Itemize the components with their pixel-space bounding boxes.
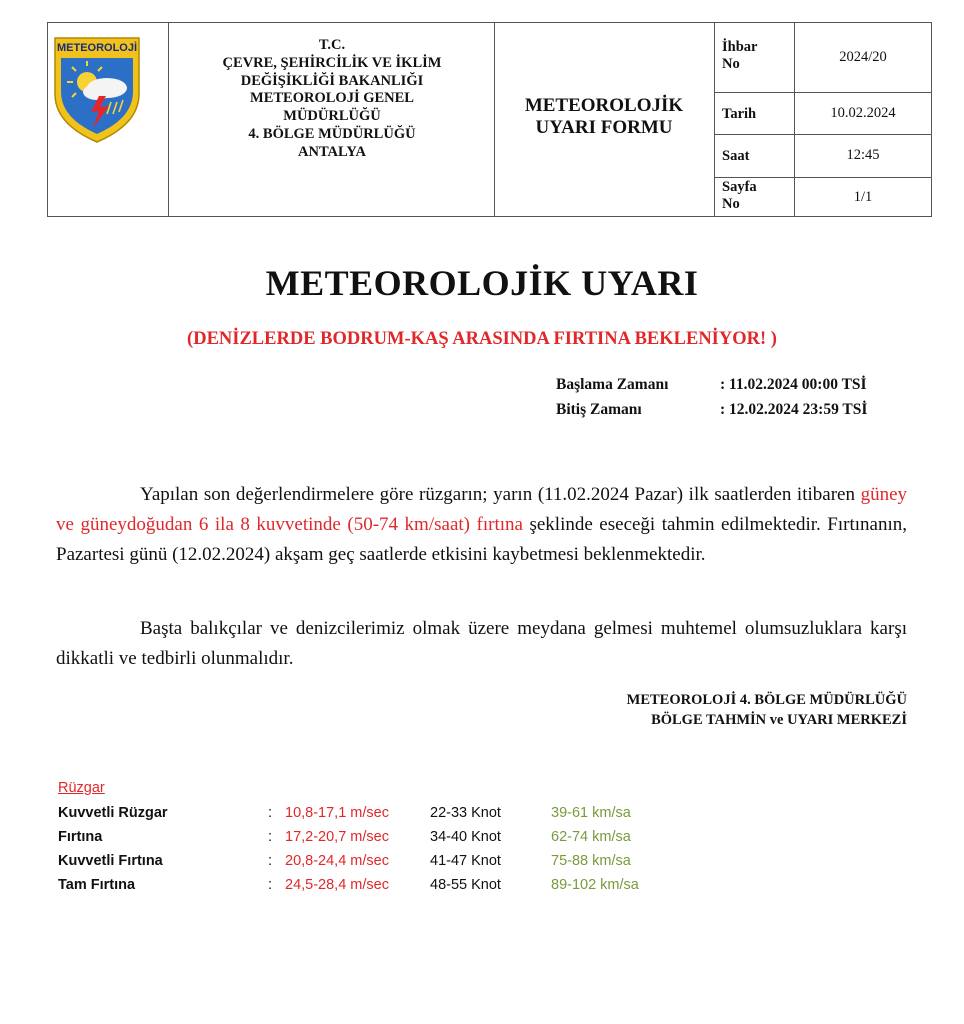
page-title: METEOROLOJİK UYARI: [265, 263, 699, 303]
header-table: [47, 22, 932, 217]
ministry-line: METEOROLOJİ GENEL: [250, 90, 414, 107]
signature-line-1: METEOROLOJİ 4. BÖLGE MÜDÜRLÜĞÜ: [626, 692, 907, 708]
wind-colon: :: [268, 829, 273, 845]
wind-category: Fırtına: [58, 829, 103, 845]
end-time-value: : 12.02.2024 23:59 TSİ: [720, 401, 868, 418]
date-label: Tarih: [722, 106, 757, 122]
wind-ms: 24,5-28,4 m/sec: [285, 877, 389, 893]
page-no-value: 1/1: [853, 189, 873, 205]
ministry-line: 4. BÖLGE MÜDÜRLÜĞÜ: [248, 125, 416, 142]
label-line: Sayfa: [722, 179, 757, 195]
ministry-line: DEĞİŞİKLİĞİ BAKANLIĞI: [240, 72, 424, 89]
ministry-line: T.C.: [318, 37, 346, 53]
wind-ms: 17,2-20,7 m/sec: [285, 829, 389, 845]
wind-heading: Rüzgar: [58, 780, 105, 796]
wind-kmh: 75-88 km/sa: [551, 853, 631, 869]
signature-line-2: BÖLGE TAHMİN ve UYARI MERKEZİ: [651, 712, 907, 728]
wind-kmh: 39-61 km/sa: [551, 805, 631, 821]
wind-category: Kuvvetli Fırtına: [58, 853, 163, 869]
label-line: No: [722, 56, 740, 72]
forecast-paragraph: [56, 480, 907, 570]
header-divider: [714, 134, 931, 135]
wind-knot: 48-55 Knot: [430, 877, 501, 893]
wind-colon: :: [268, 853, 273, 869]
ministry-line: ANTALYA: [298, 143, 366, 160]
wind-ms: 10,8-17,1 m/sec: [285, 805, 389, 821]
ministry-line: ÇEVRE, ŞEHİRCİLİK VE İKLİM: [222, 54, 442, 71]
wind-category: Kuvvetli Rüzgar: [58, 805, 168, 821]
notice-no-label: [722, 39, 757, 73]
wind-colon: :: [268, 805, 273, 821]
start-time-label: Başlama Zamanı: [556, 376, 669, 393]
alert-subtitle: (DENİZLERDE BODRUM-KAŞ ARASINDA FIRTINA BEKLENİYOR! ): [187, 329, 777, 349]
page-no-label: [722, 179, 757, 213]
paragraph-text: Yapılan son değerlendirmelere göre rüzgarın; yarın (11.02.2024 Pazar) ilk saatlerden itibaren: [140, 484, 861, 505]
wind-category: Tam Fırtına: [58, 877, 136, 893]
label-line: No: [722, 196, 740, 212]
time-value: 12:45: [846, 147, 880, 163]
wind-knot: 34-40 Knot: [430, 829, 501, 845]
advice-paragraph: Başta balıkçılar ve denizcilerimiz olmak üzere meydana gelmesi muhtemel olumsuzluklara karşı dikkatli ve tedbirli olunmalıdır.: [56, 618, 907, 669]
ministry-line: MÜDÜRLÜĞÜ: [283, 108, 381, 125]
end-time-label: Bitiş Zamanı: [556, 401, 642, 418]
form-title-line: UYARI FORMU: [535, 117, 673, 138]
ministry-block: [170, 37, 494, 162]
meteoroloji-logo: [53, 36, 141, 144]
wind-ms: 20,8-24,4 m/sec: [285, 853, 389, 869]
wind-kmh: 89-102 km/sa: [551, 877, 639, 893]
label-line: İhbar: [722, 39, 758, 55]
header-divider: [714, 177, 931, 178]
notice-no-value: 2024/20: [839, 49, 887, 65]
header-divider: [168, 23, 169, 216]
header-divider: [714, 23, 715, 216]
date-value: 10.02.2024: [830, 105, 896, 121]
storm-highlight: güney ve güneydoğudan 6 ila 8 kuvvetinde (50-74 km/saat) fırtına: [56, 484, 907, 535]
logo-text: METEOROLOJİ: [56, 42, 138, 54]
wind-knot: 22-33 Knot: [430, 805, 501, 821]
paragraph-text: şeklinde eseceği tahmin edilmektedir. Fırtınanın, Pazartesi günü (12.02.2024) akşam geç saatlerde etkisini kaybetmesi beklenmektedir.: [56, 514, 907, 565]
form-title: [495, 95, 713, 139]
wind-colon: :: [268, 877, 273, 893]
header-divider: [714, 92, 931, 93]
form-title-line: METEOROLOJİK: [524, 95, 684, 116]
wind-knot: 41-47 Knot: [430, 853, 501, 869]
wind-kmh: 62-74 km/sa: [551, 829, 631, 845]
time-label: Saat: [722, 148, 750, 164]
start-time-value: : 11.02.2024 00:00 TSİ: [720, 376, 867, 393]
